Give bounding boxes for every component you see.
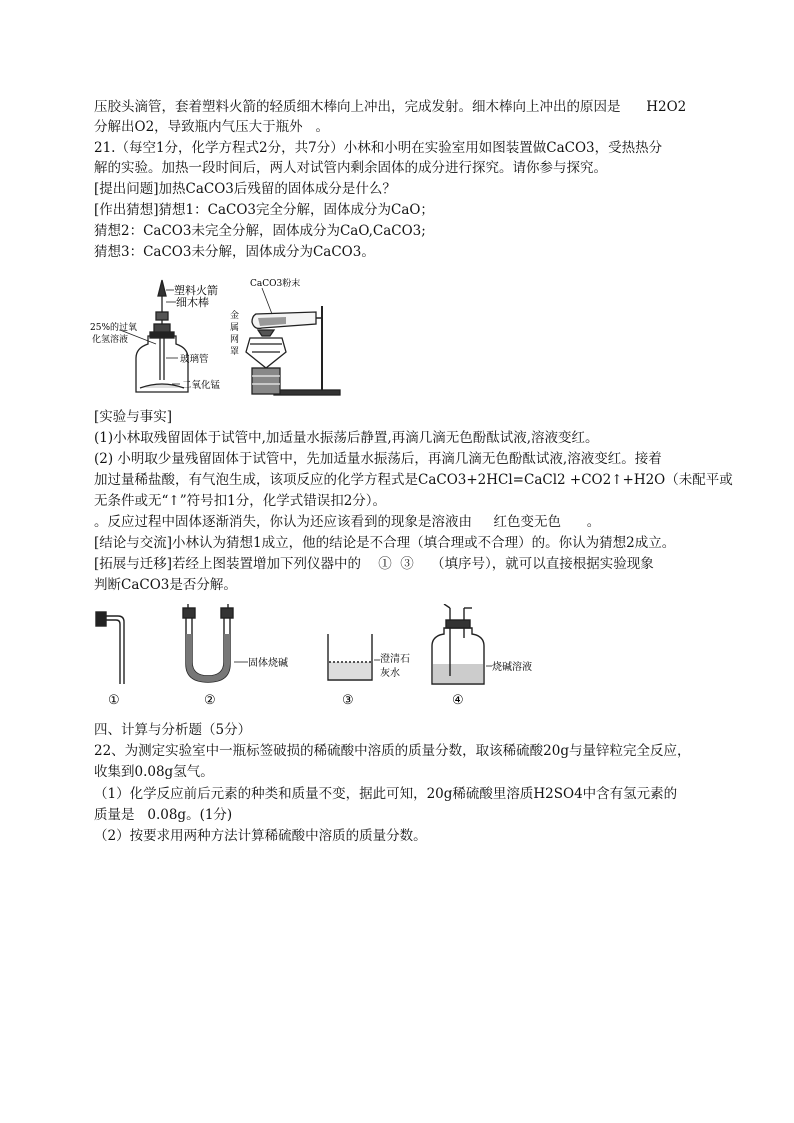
text-line-4: 解的实验。加热一段时间后，两人对试管内剩余固体的成分进行探究。请你参与探究。 bbox=[94, 160, 607, 176]
label-gauze-2: 属 bbox=[230, 323, 240, 333]
instrument-4-wash-bottle bbox=[432, 604, 492, 684]
label-limewater-2: 灰水 bbox=[380, 668, 400, 679]
label-solution-2: 化氢溶液 bbox=[92, 335, 129, 345]
text-line-2: 分解出O2，导致瓶内气压大于瓶外 。 bbox=[94, 119, 330, 135]
extension-line-2: 判断CaCO3是否分解。 bbox=[94, 577, 237, 593]
hypothesis-1: [作出猜想]猜想1：CaCO3完全分解，固体成分为CaO； bbox=[94, 202, 434, 218]
instrument-1-bent-tube bbox=[96, 612, 124, 684]
label-powder: CaCO3粉末 bbox=[250, 279, 301, 289]
question-22-line-2: 收集到0.08g氢气。 bbox=[94, 764, 214, 780]
extension-line: [拓展与迁移]若经上图装置增加下列仪器中的 ① ③ （填序号），就可以直接根据实验现象 bbox=[94, 556, 654, 572]
label-solution-1: 25%的过氧 bbox=[90, 323, 138, 333]
label-gauze-3: 网 bbox=[230, 335, 240, 345]
question-22-part-1: （1）化学反应前后元素的种类和质量不变，据此可知，20g稀硫酸里溶质H2SO4中含有氢元素的 bbox=[94, 786, 678, 802]
question-21-header: 21.（每空1分，化学方程式2分，共7分）小林和小明在实验室用如图装置做CaCO3，受热热分 bbox=[94, 140, 663, 156]
label-glass-tube: 玻璃管 bbox=[180, 354, 209, 365]
label-num-3: ③ bbox=[342, 693, 354, 708]
text-line-1: 压胶头滴管，套着塑料火箭的轻质细木棒向上冲出，完成发射。细木棒向上冲出的原因是 H2O2 bbox=[94, 99, 687, 115]
propose-question: [提出问题]加热CaCO3后残留的固体成分是什么？ bbox=[94, 181, 396, 197]
experiment-2: (2) 小明取少量残留固体于试管中，先加适量水振荡后，再滴几滴无色酚酞试液,溶液变红。接着 bbox=[94, 451, 662, 467]
heating-apparatus bbox=[246, 288, 340, 395]
label-num-1: ① bbox=[108, 693, 120, 708]
label-limewater-1: 澄清石 bbox=[380, 654, 410, 665]
hypothesis-2: 猜想2：CaCO3未完全分解，固体成分为CaO,CaCO3; bbox=[94, 223, 426, 239]
experiment-header: [实验与事实] bbox=[94, 409, 173, 425]
label-rocket: 塑料火箭 bbox=[174, 284, 218, 297]
label-num-2: ② bbox=[204, 693, 216, 708]
instrument-2-u-tube bbox=[183, 604, 248, 682]
label-gauze-4: 罩 bbox=[230, 347, 240, 357]
question-22-part-2: （2）按要求用两种方法计算稀硫酸中溶质的质量分数。 bbox=[94, 828, 427, 844]
label-naoh-solution: 烧碱溶液 bbox=[492, 662, 532, 673]
instrument-3-beaker bbox=[328, 634, 380, 680]
question-22-part-1-answer: 质量是 0.08g。(1分) bbox=[94, 807, 233, 823]
instruments-figure-2 bbox=[88, 604, 558, 714]
phenomenon-line: 。反应过程中固体逐渐消失，你认为还应该看到的现象是溶液由 红色变无色 。 bbox=[94, 514, 601, 530]
label-catalyst: 二氧化锰 bbox=[182, 380, 221, 391]
label-gauze-1: 金 bbox=[230, 311, 240, 321]
section-4-header: 四、计算与分析题（5分） bbox=[94, 722, 252, 738]
experiment-2-note: 无条件或无“↑”符号扣1分，化学式错误扣2分）。 bbox=[94, 493, 387, 509]
label-num-4: ④ bbox=[452, 693, 464, 708]
label-stick: 细木棒 bbox=[176, 296, 209, 309]
question-22-header: 22、为测定实验室中一瓶标签破损的稀硫酸中溶质的质量分数，取该稀硫酸20g与量锌粒完全反应， bbox=[94, 743, 691, 759]
label-solid-naoh: 固体烧碱 bbox=[248, 658, 288, 669]
apparatus-figure-1 bbox=[90, 272, 360, 404]
hypothesis-3: 猜想3：CaCO3未分解，固体成分为CaCO3。 bbox=[94, 244, 375, 260]
experiment-1: (1)小林取残留固体于试管中,加适量水振荡后静置,再滴几滴无色酚酞试液,溶液变红。 bbox=[94, 430, 599, 446]
conclusion-line: [结论与交流]小林认为猜想1成立，他的结论是不合理（填合理或不合理）的。你认为猜想2成立。 bbox=[94, 535, 676, 551]
experiment-2-equation: 加过量稀盐酸，有气泡生成，该项反应的化学方程式是CaCO3+2HCl=CaCl2 +CO2↑+H2O（未配平或 bbox=[94, 472, 733, 488]
